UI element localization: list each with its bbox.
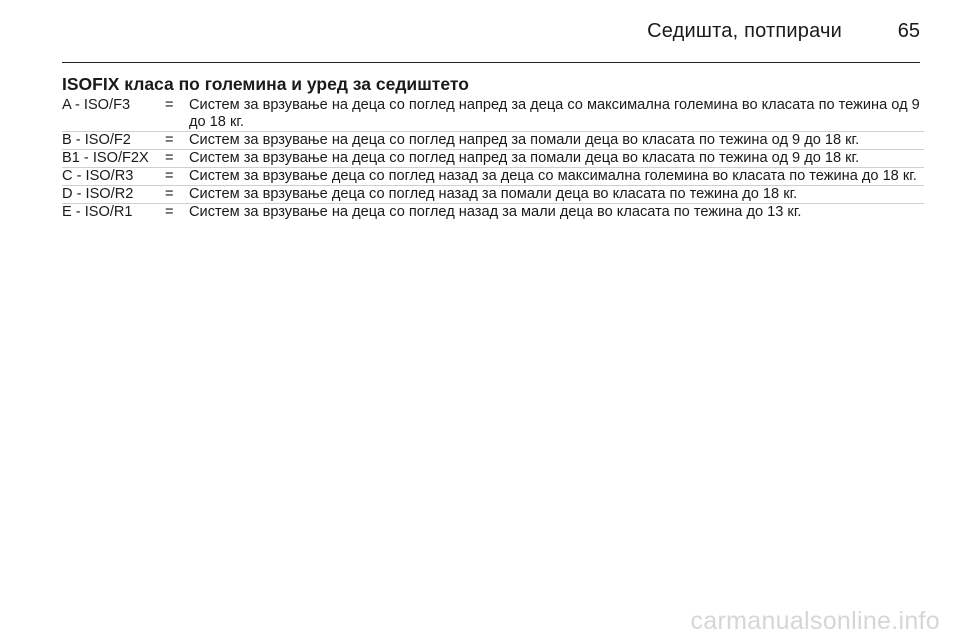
equals-sign: = (165, 150, 174, 166)
equals-sign: = (165, 97, 174, 113)
class-code: B1 - ISO/F2X (62, 150, 149, 166)
page-header (62, 14, 920, 63)
class-description: Систем за врзување на деца со поглед напред за деца со максимална големина во класата по тежина од 9 до 18 кг. (189, 97, 920, 130)
list-item (62, 185, 924, 203)
list-item (62, 131, 924, 149)
watermark-text: carmanualsonline.info (690, 607, 940, 635)
class-description: Систем за врзување деца со поглед назад за помали деца во класата по тежина до 18 кг. (189, 186, 798, 202)
class-code: E - ISO/R1 (62, 204, 133, 220)
class-description: Систем за врзување на деца со поглед назад за мали деца во класата по тежина до 13 кг. (189, 204, 802, 220)
list-item (62, 203, 924, 221)
isofix-class-list (62, 97, 924, 221)
page-title: Седишта, потпирачи (647, 20, 842, 42)
equals-sign: = (165, 132, 174, 148)
equals-sign: = (165, 168, 174, 184)
class-description: Систем за врзување деца со поглед назад за деца со максимална големина во класата по тежина до 18 кг. (189, 168, 917, 184)
class-code: B - ISO/F2 (62, 132, 131, 148)
equals-sign: = (165, 186, 174, 202)
list-item (62, 167, 924, 185)
equals-sign: = (165, 204, 174, 220)
class-description: Систем за врзување на деца со поглед напред за помали деца во класата по тежина од 9 до 18 кг. (189, 132, 860, 148)
class-code: D - ISO/R2 (62, 186, 134, 202)
list-item (62, 149, 924, 167)
class-code: A - ISO/F3 (62, 97, 131, 113)
class-code: C - ISO/R3 (62, 168, 134, 184)
isofix-section (62, 73, 924, 221)
page-number: 65 (897, 20, 920, 42)
section-title: ISOFIX класа по големина и уред за седиштето (62, 74, 469, 94)
list-item (62, 97, 924, 131)
class-description: Систем за врзување на деца со поглед напред за помали деца во класата по тежина од 9 до 18 кг. (189, 150, 860, 166)
